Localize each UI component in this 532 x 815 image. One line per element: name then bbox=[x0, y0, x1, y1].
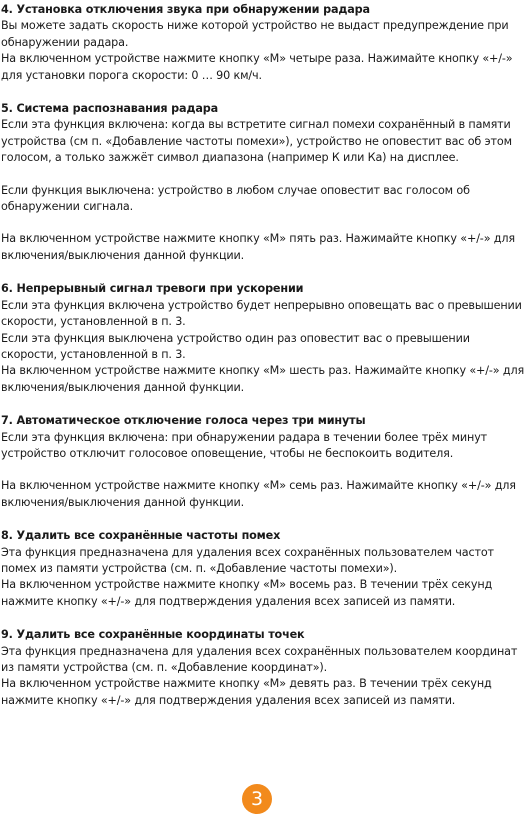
text-line: На включенном устройстве нажмите кнопку «M» восемь раз. В течении трёх секунд bbox=[1, 578, 493, 592]
section-6 bbox=[1, 281, 532, 396]
paragraph bbox=[1, 676, 532, 709]
paragraph bbox=[1, 363, 532, 396]
paragraph-gap bbox=[1, 462, 532, 478]
text-line: нажмите кнопку «+/-» для подтверждения удаления всех записей из памяти. bbox=[1, 693, 456, 707]
text-line: включения/выключения данной функции. bbox=[1, 380, 245, 394]
text-line: скорости, установленной в п. 3. bbox=[1, 347, 186, 361]
text-line: нажмите кнопку «+/-» для подтверждения удаления всех записей из памяти. bbox=[1, 594, 456, 608]
text-line: для установки порога скорости: 0 … 90 км/ч. bbox=[1, 68, 262, 82]
text-line: На включенном устройстве нажмите кнопку «M» шесть раз. Нажимайте кнопку «+/-» для bbox=[1, 364, 525, 378]
paragraph bbox=[1, 298, 532, 331]
paragraph bbox=[1, 545, 532, 578]
text-line: скорости, установленной в п. 3. bbox=[1, 315, 186, 329]
section-7 bbox=[1, 413, 532, 511]
page-number: 3 bbox=[250, 788, 264, 810]
text-line: обнаружении радара. bbox=[1, 35, 129, 49]
text-line: Если эта функция включена: когда вы встретите сигнал помехи сохранённый в памяти bbox=[1, 118, 511, 132]
section-heading: 5. Система распознавания радара bbox=[1, 102, 218, 116]
text-line: Эта функция предназначена для удаления всех сохранённых пользователем координат bbox=[1, 644, 518, 658]
text-line: Если эта функция включена устройство будет непрерывно оповещать вас о превышении bbox=[1, 298, 522, 312]
paragraph bbox=[1, 331, 532, 364]
text-line: На включенном устройстве нажмите кнопку «M» семь раз. Нажимайте кнопку «+/-» для bbox=[1, 479, 516, 493]
text-line: Вы можете задать скорость ниже которой устройство не выдаст предупреждение при bbox=[1, 19, 509, 33]
section-heading: 9. Удалить все сохранённые координаты точек bbox=[1, 628, 305, 642]
paragraph bbox=[1, 644, 532, 677]
text-line: Если эта функция включена: при обнаружении радара в течении более трёх минут bbox=[1, 430, 488, 444]
text-line: На включенном устройстве нажмите кнопку «M» девять раз. В течении трёх секунд bbox=[1, 677, 492, 691]
text-line: На включенном устройстве нажмите кнопку «M» четыре раза. Нажимайте кнопку «+/-» bbox=[1, 52, 513, 66]
text-line: включения/выключения данной функции. bbox=[1, 495, 245, 509]
text-line: Если эта функция выключена устройство один раз оповестит вас о превышении bbox=[1, 331, 470, 345]
text-line: устройство отключит голосовое оповещение, чтобы не беспокоить водителя. bbox=[1, 446, 454, 460]
section-heading: 4. Установка отключения звука при обнаружении радара bbox=[1, 3, 370, 16]
section-4 bbox=[1, 2, 532, 84]
paragraph bbox=[1, 430, 532, 463]
paragraph bbox=[1, 478, 532, 511]
section-heading: 8. Удалить все сохранённые частоты помех bbox=[1, 529, 281, 543]
text-line: Эта функция предназначена для удаления всех сохранённых пользователем частот bbox=[1, 545, 494, 559]
paragraph bbox=[1, 18, 532, 51]
paragraph bbox=[1, 183, 532, 216]
text-line: из памяти устройства (см. п. «Добавление координат»). bbox=[1, 661, 328, 674]
paragraph bbox=[1, 51, 532, 84]
paragraph-gap bbox=[1, 167, 532, 183]
section-9 bbox=[1, 627, 532, 709]
paragraph bbox=[1, 231, 532, 264]
text-line: голосом, а только зажжёт символ диапазона (например К или Ка) на дисплее. bbox=[1, 151, 459, 165]
section-heading: 6. Непрерывный сигнал тревоги при ускорении bbox=[1, 282, 304, 296]
text-line: включения/выключения данной функции. bbox=[1, 248, 245, 262]
text-line: устройства (см п. «Добавление частоты помехи»), устройство не оповестит вас об этом bbox=[1, 134, 512, 148]
paragraph bbox=[1, 117, 532, 166]
text-line: обнаружении сигнала. bbox=[1, 200, 134, 214]
paragraph bbox=[1, 577, 532, 610]
text-line: Если функция выключена: устройство в любом случае оповестит вас голосом об bbox=[1, 183, 470, 197]
text-line: помех из памяти устройства (см. п. «Добавление частоты помехи»). bbox=[1, 561, 398, 575]
section-heading: 7. Автоматическое отключение голоса через три минуты bbox=[1, 414, 366, 428]
paragraph-gap bbox=[1, 215, 532, 231]
text-line: На включенном устройстве нажмите кнопку «M» пять раз. Нажимайте кнопку «+/-» для bbox=[1, 232, 515, 246]
section-8 bbox=[1, 528, 532, 610]
page-number-badge bbox=[242, 784, 272, 814]
section-5 bbox=[1, 101, 532, 264]
